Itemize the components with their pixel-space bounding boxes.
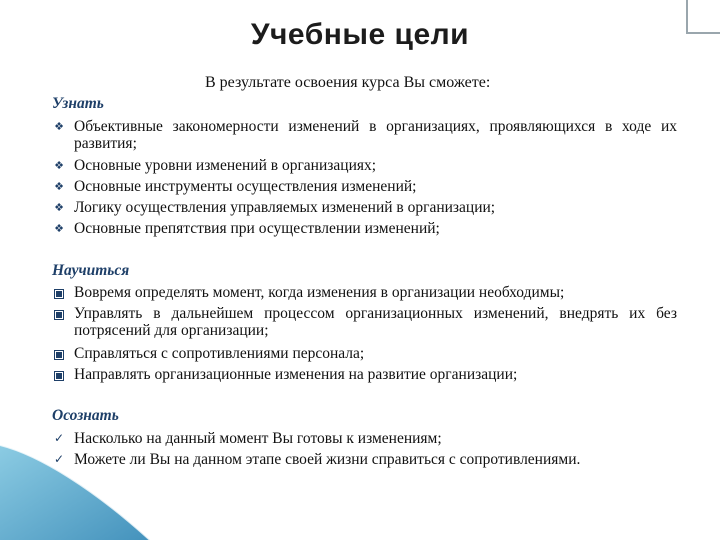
square-bullet-icon xyxy=(54,371,64,381)
intro-text: В результате освоения курса Вы сможете: xyxy=(205,74,491,91)
list-item: ❖ Основные инструменты осуществления изменений; xyxy=(52,178,677,195)
square-bullet-icon xyxy=(54,310,64,320)
checkmark-bullet-icon: ✓ xyxy=(53,431,65,445)
list-item: Вовремя определять момент, когда изменения в организации необходимы; xyxy=(52,284,677,301)
list-item: ✓ Насколько на данный момент Вы готовы к изменениям; xyxy=(53,430,442,447)
list-item: Справляться с сопротивлениями персонала; xyxy=(52,345,677,362)
section-heading-learn: Узнать xyxy=(52,95,104,112)
diamond-bullet-icon: ❖ xyxy=(54,159,64,172)
diamond-bullet-icon: ❖ xyxy=(54,120,64,133)
diamond-bullet-icon: ❖ xyxy=(54,180,64,193)
diamond-bullet-icon: ❖ xyxy=(54,201,64,214)
list-item: Управлять в дальнейшем процессом организационных изменений, внедрять их без потрясений для организации; xyxy=(52,305,677,339)
square-bullet-icon xyxy=(54,350,64,360)
decorative-swoosh xyxy=(0,445,150,540)
section-heading-realize: Осознать xyxy=(52,407,119,424)
list-item: ❖ Основные препятствия при осуществлении изменений; xyxy=(52,220,677,237)
list-item: ❖ Объективные закономерности изменений в организациях, проявляющихся в ходе их развития; xyxy=(52,118,677,152)
list-item: ❖ Основные уровни изменений в организациях; xyxy=(52,157,677,174)
diamond-bullet-icon: ❖ xyxy=(54,222,64,235)
list-item: Направлять организационные изменения на развитие организации; xyxy=(52,366,677,383)
list-item: ❖ Логику осуществления управляемых изменений в организации; xyxy=(52,199,677,216)
square-bullet-icon xyxy=(54,289,64,299)
slide-title: Учебные цели xyxy=(250,18,470,51)
checkmark-bullet-icon: ✓ xyxy=(53,452,65,466)
list-item: ✓ Можете ли Вы на данном этапе своей жизни справиться с сопротивлениями. xyxy=(53,451,581,468)
section-heading-master: Научиться xyxy=(52,262,130,279)
